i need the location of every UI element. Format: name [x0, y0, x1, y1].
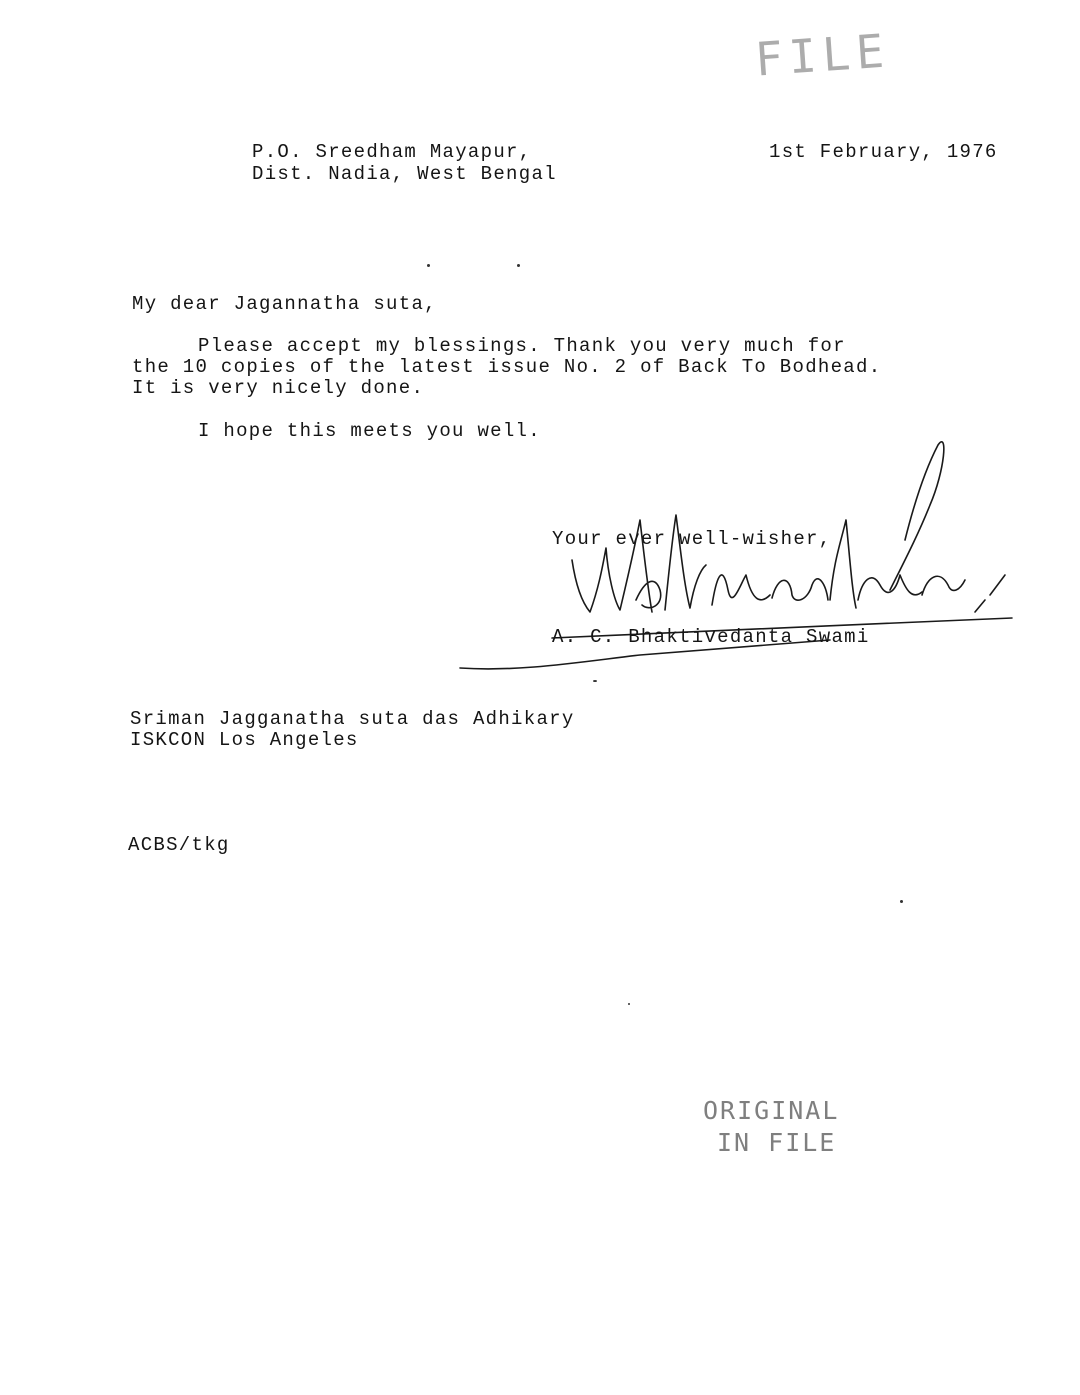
signatory-name: A. C. Bhaktivedanta Swami — [552, 626, 870, 648]
recipient-line-2: ISKCON Los Angeles — [130, 729, 359, 751]
original-stamp-line-1: ORIGINAL — [703, 1096, 840, 1125]
original-stamp-line-2: IN FILE — [717, 1128, 837, 1157]
speck — [900, 900, 903, 903]
body-line-3: It is very nicely done. — [132, 377, 425, 399]
sender-address-line-1: P.O. Sreedham Mayapur, — [252, 141, 532, 163]
body-line-2: the 10 copies of the latest issue No. 2 of Back To Bodhead. — [132, 356, 882, 378]
salutation: My dear Jagannatha suta, — [132, 293, 437, 315]
sender-address-line-2: Dist. Nadia, West Bengal — [252, 163, 557, 185]
body-line-1: Please accept my blessings. Thank you very much for — [198, 335, 846, 357]
reference-initials: ACBS/tkg — [128, 834, 230, 856]
letter-date: 1st February, 1976 — [769, 141, 998, 163]
sign-off: Your ever well-wisher, — [552, 528, 832, 550]
speck — [628, 1003, 630, 1005]
recipient-line-1: Sriman Jagganatha suta das Adhikary — [130, 708, 575, 730]
closing-line: I hope this meets you well. — [198, 420, 541, 442]
file-stamp: FILE — [753, 23, 892, 87]
speck — [593, 680, 597, 682]
